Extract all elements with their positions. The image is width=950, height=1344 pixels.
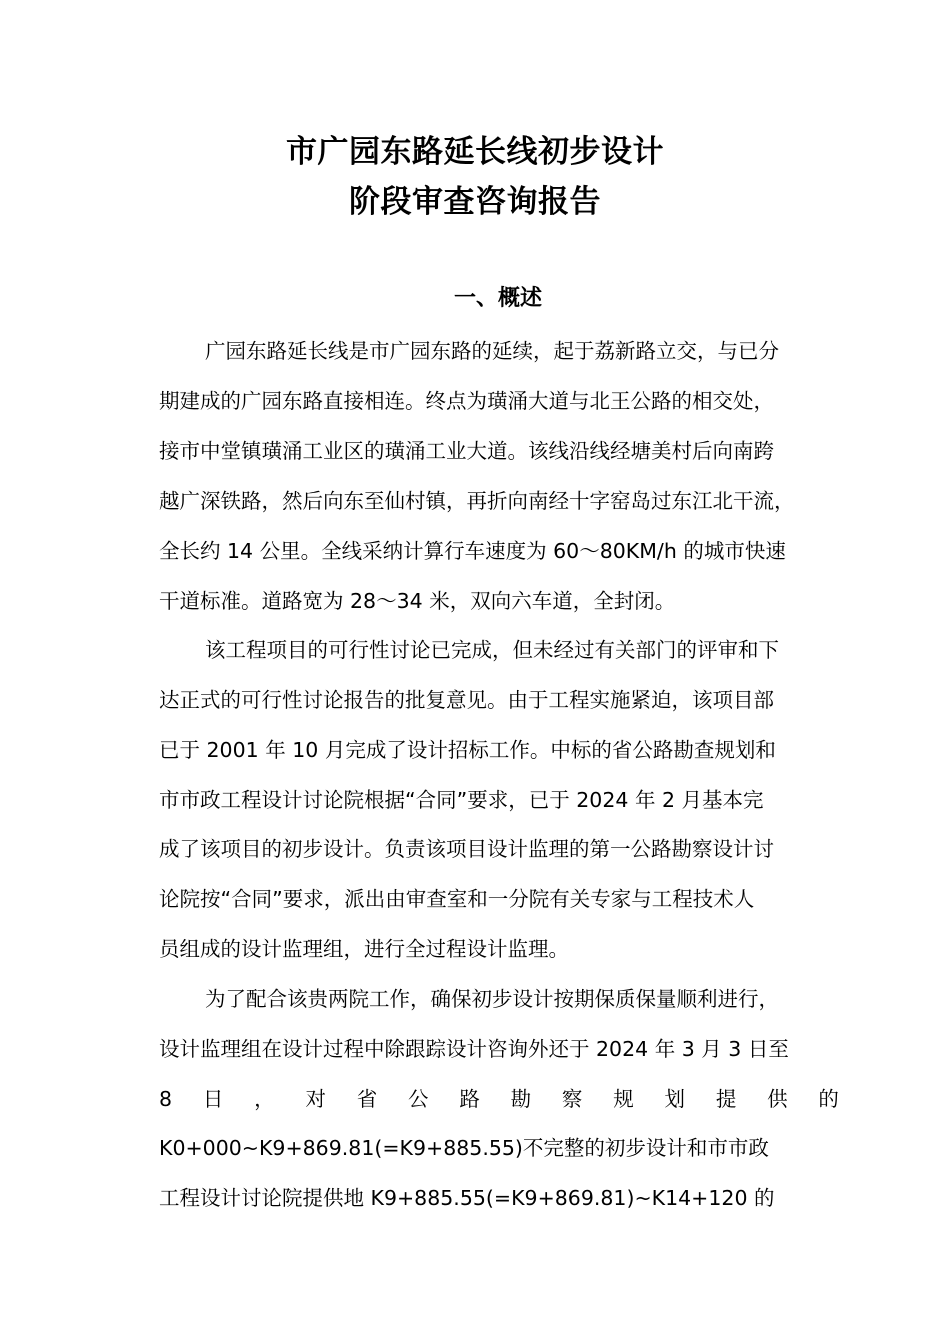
justified-char: 对	[305, 1087, 326, 1111]
justified-char: 规	[613, 1087, 634, 1111]
paragraph-3-line-1: 为了配合该贵两院工作，确保初步设计按期保质保量顺利进行，	[205, 987, 779, 1011]
paragraph-2-line-5: 成了该项目的初步设计。负责该项目设计监理的第一公路勘察设计讨	[159, 837, 774, 861]
paragraph-2-line-7: 员组成的设计监理组，进行全过程设计监理。	[159, 937, 569, 961]
paragraph-1-line-2: 期建成的广园东路直接相连。终点为璜涌大道与北王公路的相交处，	[159, 389, 774, 413]
paragraph-3-line-5: 工程设计讨论院提供地 K9+885.55(=K9+869.81)~K14+120 的	[159, 1186, 775, 1210]
paragraph-2-line-2: 达正式的可行性讨论报告的批复意见。由于工程实施紧迫，该项目部	[159, 688, 774, 712]
paragraph-2-line-1: 该工程项目的可行性讨论已完成，但未经过有关部门的评审和下	[205, 638, 779, 662]
paragraph-3-line-4: K0+000~K9+869.81(=K9+885.55)不完整的初步设计和市市政	[159, 1136, 769, 1160]
paragraph-1-line-3: 接市中堂镇璜涌工业区的璜涌工业大道。该线沿线经塘美村后向南跨	[159, 439, 774, 463]
justified-char: 提	[715, 1087, 737, 1111]
justified-char: 8	[159, 1087, 173, 1111]
justified-char: 勘	[510, 1087, 532, 1111]
document-title-line-1: 市广园东路延长线初步设计	[286, 134, 664, 170]
justified-char: 供	[767, 1087, 788, 1111]
paragraph-1-line-6: 干道标准。道路宽为 28～34 米，双向六车道，全封闭。	[159, 589, 676, 613]
paragraph-2-line-6: 论院按“合同”要求，派出由审查室和一分院有关专家与工程技术人	[159, 887, 755, 911]
paragraph-1-line-1: 广园东路延长线是市广园东路的延续，起于荔新路立交，与已分	[205, 339, 779, 363]
paragraph-1-line-4: 越广深铁路，然后向东至仙村镇，再折向南经十字窑岛过东江北干流，	[159, 489, 795, 513]
justified-char: 日	[202, 1087, 224, 1111]
justified-char: ，	[254, 1087, 275, 1111]
document-title-line-2: 阶段审查咨询报告	[349, 184, 601, 220]
justified-char: 的	[818, 1087, 839, 1111]
section-heading: 一、概述	[453, 286, 542, 311]
paragraph-1-line-5: 全长约 14 公里。全线采纳计算行车速度为 60～80KM/h 的城市快速	[159, 539, 786, 563]
paragraph-2-line-3: 已于 2001 年 10 月完成了设计招标工作。中标的省公路勘查规划和	[159, 738, 776, 762]
paragraph-2-line-4: 市市政工程设计讨论院根据“合同”要求，已于 2024 年 2 月基本完	[159, 788, 764, 812]
justified-char: 划	[664, 1087, 686, 1111]
justified-char: 路	[459, 1087, 480, 1111]
paragraph-3-justified-line	[159, 1085, 839, 1113]
justified-char: 公	[408, 1087, 429, 1111]
justified-char: 察	[561, 1087, 583, 1111]
justified-char: 省	[356, 1087, 378, 1111]
paragraph-3-line-2: 设计监理组在设计过程中除跟踪设计咨询外还于 2024 年 3 月 3 日至	[159, 1037, 789, 1061]
